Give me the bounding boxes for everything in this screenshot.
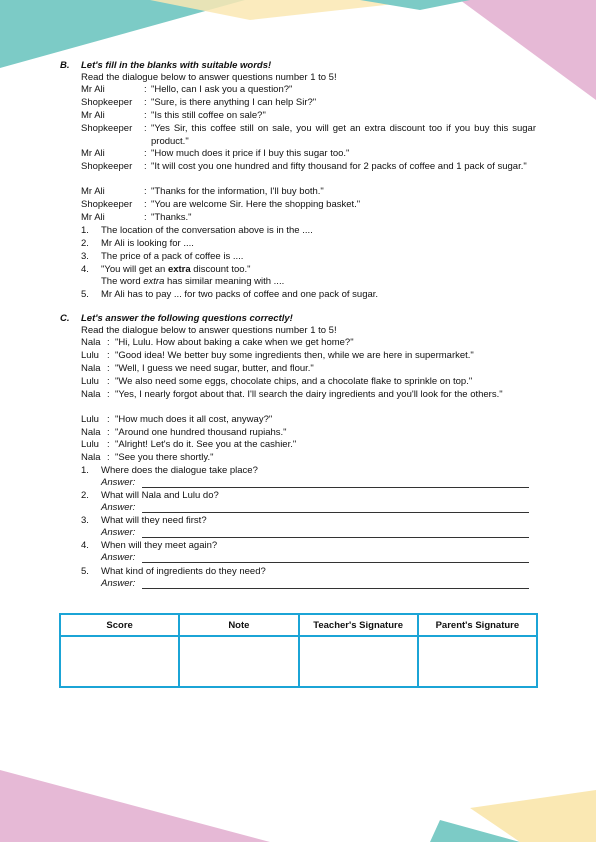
question-number: 3. [81, 515, 89, 526]
question-number: 4. [81, 540, 89, 551]
dialogue-line: "How much does it price if I buy this sugar too." [151, 148, 350, 159]
dialogue-speaker: Shopkeeper [81, 123, 133, 134]
pink-bottom-shape [0, 770, 270, 842]
section-letter: C. [60, 313, 70, 324]
question-text: When will they meet again? [101, 540, 218, 551]
dialogue-line: "See you there shortly." [115, 452, 214, 463]
section-heading: Let's answer the following questions correctly! [81, 313, 293, 324]
question-subtext [101, 276, 284, 287]
question-number: 1. [81, 465, 89, 476]
dialogue-colon: : [107, 414, 110, 425]
score-table-header [60, 614, 537, 636]
dialogue-colon: : [144, 110, 147, 121]
dialogue-line: "Thanks." [151, 212, 192, 223]
dialogue-speaker: Mr Ali [81, 212, 105, 223]
section-letter: B. [60, 60, 70, 71]
dialogue-colon: : [144, 212, 147, 223]
dialogue-colon: : [107, 439, 110, 450]
question-number: 4. [81, 264, 89, 275]
dialogue-line: "We also need some eggs, chocolate chips, and a chocolate flake to sprinkle on top." [115, 376, 473, 387]
dialogue-speaker: Nala [81, 363, 101, 374]
dialogue-line: "Good idea! We better buy some ingredients then, while we are here in supermarket." [115, 350, 474, 361]
parent-signature-cell[interactable] [418, 636, 537, 687]
dialogue-line: "Yes Sir, this coffee still on sale, you will get an extra discount too if you buy this sugar product." [151, 123, 536, 147]
dialogue-colon: : [107, 389, 110, 400]
dialogue-line: "Hello, can I ask you a question?" [151, 84, 293, 95]
score-header: Score [60, 614, 179, 636]
dialogue-line: "You are welcome Sir. Here the shopping basket." [151, 199, 361, 210]
dialogue-colon: : [144, 199, 147, 210]
dialogue-colon: : [107, 427, 110, 438]
section-c-instruction: Read the dialogue below to answer questions number 1 to 5! [81, 325, 337, 336]
teacher-signature-header: Teacher's Signature [299, 614, 418, 636]
answer-label: Answer: [101, 477, 136, 488]
question-text-part: discount too." [190, 264, 251, 275]
dialogue-speaker: Lulu [81, 350, 99, 361]
answer-line[interactable] [142, 562, 529, 563]
teacher-signature-cell[interactable] [299, 636, 418, 687]
note-header: Note [179, 614, 298, 636]
question-text: What kind of ingredients do they need? [101, 566, 266, 577]
dialogue-speaker: Lulu [81, 414, 99, 425]
question-text: Mr Ali is looking for .... [101, 238, 194, 249]
dialogue-colon: : [144, 84, 147, 95]
dialogue-line: "It will cost you one hundred and fifty thousand for 2 packs of coffee and 1 pack of sugar." [151, 161, 527, 172]
question-text: Where does the dialogue take place? [101, 465, 258, 476]
dialogue-line: "Thanks for the information, I'll buy both." [151, 186, 324, 197]
question-text-part: has similar meaning with .... [164, 276, 285, 287]
dialogue-speaker: Nala [81, 337, 101, 348]
dialogue-line: "Yes, I nearly forgot about that. I'll search the dairy ingredients and you'll look for the others." [115, 389, 503, 400]
score-cell[interactable] [60, 636, 179, 687]
answer-label: Answer: [101, 502, 136, 513]
dialogue-line: "Alright! Let's do it. See you at the cashier." [115, 439, 297, 450]
dialogue-line: "Sure, is there anything I can help Sir?" [151, 97, 317, 108]
dialogue-line: "Hi, Lulu. How about baking a cake when we get home?" [115, 337, 354, 348]
dialogue-speaker: Nala [81, 452, 101, 463]
section-heading: Let's fill in the blanks with suitable words! [81, 60, 272, 71]
dialogue-speaker: Nala [81, 427, 101, 438]
question-number: 2. [81, 238, 89, 249]
dialogue-speaker: Lulu [81, 439, 99, 450]
dialogue-colon: : [144, 161, 147, 172]
dialogue-line: "How much does it all cost, anyway?" [115, 414, 273, 425]
question-number: 1. [81, 225, 89, 236]
answer-label: Answer: [101, 527, 136, 538]
question-text-part: The word [101, 276, 144, 287]
question-number: 5. [81, 289, 89, 300]
question-text: The location of the conversation above is in the .... [101, 225, 313, 236]
answer-line[interactable] [142, 537, 529, 538]
dialogue-speaker: Mr Ali [81, 84, 105, 95]
dialogue-speaker: Nala [81, 389, 101, 400]
note-cell[interactable] [179, 636, 298, 687]
dialogue-colon: : [144, 123, 147, 134]
dialogue-speaker: Mr Ali [81, 110, 105, 121]
question-emphasis: extra [167, 264, 191, 275]
question-text: What will they need first? [101, 515, 207, 526]
dialogue-line: "Is this still coffee on sale?" [151, 110, 266, 121]
dialogue-colon: : [144, 186, 147, 197]
dialogue-line: "Well, I guess we need sugar, butter, and flour." [115, 363, 314, 374]
parent-signature-header: Parent's Signature [418, 614, 537, 636]
dialogue-line: "Around one hundred thousand rupiahs." [115, 427, 287, 438]
score-table [59, 613, 538, 688]
question-text: Mr Ali has to pay ... for two packs of coffee and one pack of sugar. [101, 289, 379, 300]
dialogue-colon: : [107, 363, 110, 374]
question-text: The price of a pack of coffee is .... [101, 251, 244, 262]
dialogue-colon: : [144, 97, 147, 108]
question-text: What will Nala and Lulu do? [101, 490, 219, 501]
question-number: 3. [81, 251, 89, 262]
score-table-row [60, 636, 537, 687]
question-number: 2. [81, 490, 89, 501]
dialogue-speaker: Mr Ali [81, 186, 105, 197]
dialogue-speaker: Mr Ali [81, 148, 105, 159]
answer-line[interactable] [142, 487, 529, 488]
dialogue-speaker: Shopkeeper [81, 161, 133, 172]
answer-line[interactable] [142, 588, 529, 589]
dialogue-colon: : [107, 350, 110, 361]
dialogue-colon: : [107, 452, 110, 463]
dialogue-colon: : [107, 337, 110, 348]
dialogue-colon: : [144, 148, 147, 159]
dialogue-speaker: Shopkeeper [81, 199, 133, 210]
dialogue-speaker: Lulu [81, 376, 99, 387]
answer-label: Answer: [101, 578, 136, 589]
section-b-instruction: Read the dialogue below to answer questions number 1 to 5! [81, 72, 337, 83]
question-text [101, 264, 251, 275]
dialogue-speaker: Shopkeeper [81, 97, 133, 108]
dialogue-colon: : [107, 376, 110, 387]
answer-label: Answer: [101, 552, 136, 563]
answer-line[interactable] [142, 512, 529, 513]
question-text-part: "You will get an [101, 264, 168, 275]
question-number: 5. [81, 566, 89, 577]
question-emphasis: extra [143, 276, 165, 287]
